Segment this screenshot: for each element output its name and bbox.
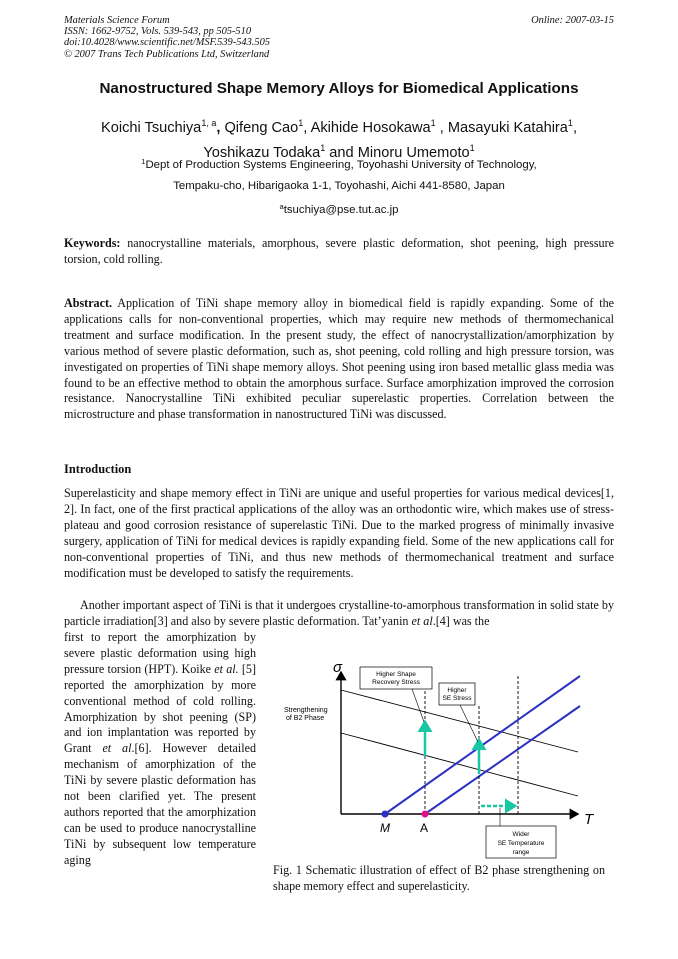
m-point — [382, 811, 389, 818]
keywords-text: nanocrystalline materials, amorphous, severe plastic deformation, shot peening, high pressure torsion, cold rolling. — [64, 236, 614, 266]
author-name: Masayuki Katahira — [447, 120, 568, 136]
wider-range-text-3: range — [512, 849, 530, 856]
email-sup: a — [279, 202, 284, 211]
shape-recovery-text-2: Recovery Stress — [372, 679, 420, 686]
copyright: © 2007 Trans Tech Publications Ltd, Switzerland — [64, 48, 270, 60]
author-name: Minoru Umemoto — [357, 145, 470, 161]
figure-caption: Fig. 1 Schematic illustration of effect of B2 phase strengthening on shape memory effect and superelasticity. — [273, 863, 605, 893]
abstract-text: Application of TiNi shape memory alloy in biomedical field is rapidly expanding. Some of the applications calls for non-conventional properties, which may require new methods of thermomechanical treatment and surface modification. In the present study, the effect of nanocrystallization/amorphization by various method of severe plastic deformation, such as, shot peening, cold rolling and high pressure torsion, was investigated on properties of TiNi shape memory alloys. Shot peening using iron based metallic glass media was found to be an effective method to obtain the amorphous surface. Surface amorphization improved the corrosion resistance. Nanocrystalline TiNi exhibited peculiar superelastic properties. Correlation between the microstructure and phase transformation in nanostructured TiNi was discussed. — [64, 296, 614, 422]
author-sup: 1 — [567, 118, 573, 128]
shape-recovery-text-1: Higher Shape — [376, 671, 416, 678]
intro-column-text: first to report the amorphization by severe plastic deformation using high pressure torsion (HPT). Koike et al. [5] reported the amorphization by more conventional method of cold rolling. Amorphization by shot peening (SP) and ion implantation was reported by Grant et al.[6]. However detailed mechanism of amorphization of the TiNi by severe plastic deformation has not been clarified yet. The present authors reported that the amorphization can be used to produce nanocrystalline TiNi by subsequent low temperature aging — [64, 630, 257, 867]
se-stress-text-1: Higher — [447, 687, 467, 694]
author-sup: 1 — [320, 143, 326, 153]
intro-paragraph-2: Another important aspect of TiNi is that it undergoes crystalline-to-amorphous transformation in solid state by particle irradiation[3] and also by severe plastic deformation. Tat’yanin et al.[4] was the — [64, 598, 614, 628]
m-label: M — [380, 821, 390, 835]
author-sup: 1 — [469, 143, 475, 153]
online-date: Online: 2007-03-15 — [531, 15, 614, 26]
author-sup: 1 — [430, 118, 436, 128]
strengthening-label-1: Strengthening — [284, 707, 328, 714]
keywords-label: Keywords: — [64, 236, 121, 250]
author-sup: 1, a — [201, 118, 217, 128]
t-axis-label: T — [584, 811, 594, 828]
af-stress-line — [425, 706, 580, 814]
affiliation-line2: Tempaku-cho, Hibarigaoka 1-1, Toyohashi, Aichi 441-8580, Japan — [173, 180, 505, 192]
wider-range-text-2: SE Temperature — [497, 840, 545, 847]
issn: ISSN: 1662-9752, Vols. 539-543, pp 505-510 — [64, 26, 252, 38]
sigma-label: σ — [333, 659, 343, 676]
a-point — [422, 811, 429, 818]
affil-sup: 1 — [141, 157, 146, 166]
author-name: Qifeng Cao — [224, 120, 299, 136]
author-and: and — [329, 145, 354, 161]
author-sup: 1 — [298, 118, 304, 128]
email: $^a$tsuchiya@pse.tut.ac.jp — [279, 202, 399, 216]
introduction-heading: Introduction — [64, 462, 132, 476]
author-name: Akihide Hosokawa — [310, 120, 431, 136]
se-stress-pointer — [460, 705, 478, 742]
author-list: Koichi Tsuchiya$^{1, a}$, Qifeng Cao$^1$, Akihide Hosokawa$^1$ , Masayuki Katahira$^1$, Yoshikazu Todaka$^1$ and Minoru Umemoto$^1$ — [100, 118, 577, 161]
author-name: Yoshikazu Todaka — [203, 145, 321, 161]
affiliation-line1: $^1$Dept of Production Systems Engineering, Toyohashi University of Technology, — [141, 157, 537, 171]
journal-name: Materials Science Forum — [64, 15, 170, 26]
author-name: Koichi Tsuchiya — [100, 120, 202, 136]
doi: doi:10.4028/www.scientific.net/MSF.539-543.505 — [64, 37, 270, 49]
strengthening-label-2: of B2 Phase — [286, 715, 325, 722]
intro-paragraph-1: Superelasticity and shape memory effect in TiNi are unique and useful properties for various medical devices[1, 2]. In fact, one of the first practical applications of the alloy was an orthodontic wire, which makes use of stress-plateau and good corrosion resistance of superelastic TiNi. Due to the marked progress of minimally invasive surgery, application of TiNi for medical devices is rapidly expanding field. Some of the new applications call for non-conventional properties of TiNi, and thus new methods of thermomechanical treatment and surface modification must be developed to satisfy the requirements. — [64, 486, 614, 580]
se-stress-text-2: SE Stress — [442, 695, 472, 702]
a-label: A — [420, 821, 429, 835]
abstract-label: Abstract. — [64, 296, 113, 310]
wider-range-text-1: Wider — [512, 831, 530, 838]
shape-recovery-pointer — [412, 689, 424, 722]
paper-title: Nanostructured Shape Memory Alloys for Biomedical Applications — [99, 80, 579, 97]
